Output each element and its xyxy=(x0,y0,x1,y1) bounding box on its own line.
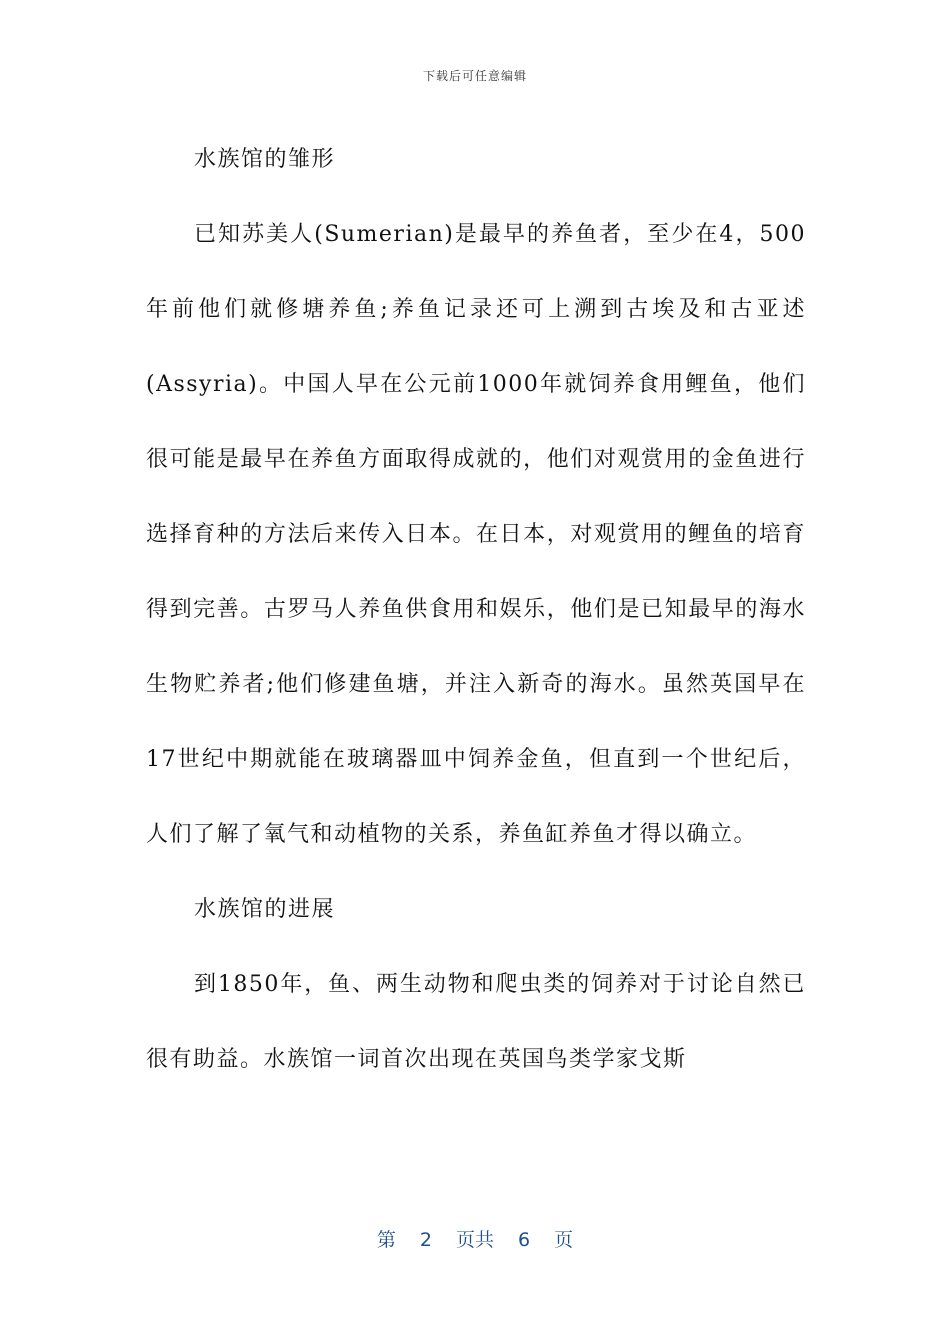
footer-suffix: 页 xyxy=(554,1229,574,1251)
section-heading-progress: 水族馆的进展 xyxy=(194,897,336,922)
paragraph-origin: 已知苏美人(Sumerian)是最早的养鱼者，至少在4，500年前他们就修塘养鱼;养鱼记录还可上溯到古埃及和古亚述(Assyria)。中国人早在公元前1000年就饲养食用鲤鱼，他们很可能是最早在养鱼方面取得成就的，他们对观赏用的金鱼进行选择育种的方法后来传入日本。在日本，对观赏用的鲤鱼的培育得到完善。古罗马人养鱼供食用和娱乐，他们是已知最早的海水生物贮养者;他们修建鱼塘，并注入新奇的海水。虽然英国早在17世纪中期就能在玻璃器皿中饲养金鱼，但直到一个世纪后，人们了解了氧气和动植物的关系，养鱼缸养鱼才得以确立。 xyxy=(146,222,806,847)
section-heading-origin: 水族馆的雏形 xyxy=(194,147,336,172)
page-footer xyxy=(0,1225,950,1252)
current-page-number: 2 xyxy=(419,1229,432,1251)
footer-mid: 页共 xyxy=(455,1229,494,1251)
paragraph-progress: 到1850年，鱼、两生动物和爬虫类的饲养对于讨论自然已很有助益。水族馆一词首次出现在英国鸟类学家戈斯 xyxy=(146,972,806,1072)
total-page-number: 6 xyxy=(518,1229,531,1251)
document-body xyxy=(146,122,806,1097)
page-header: 下载后可任意编辑 xyxy=(422,69,527,83)
footer-prefix: 第 xyxy=(376,1229,396,1251)
